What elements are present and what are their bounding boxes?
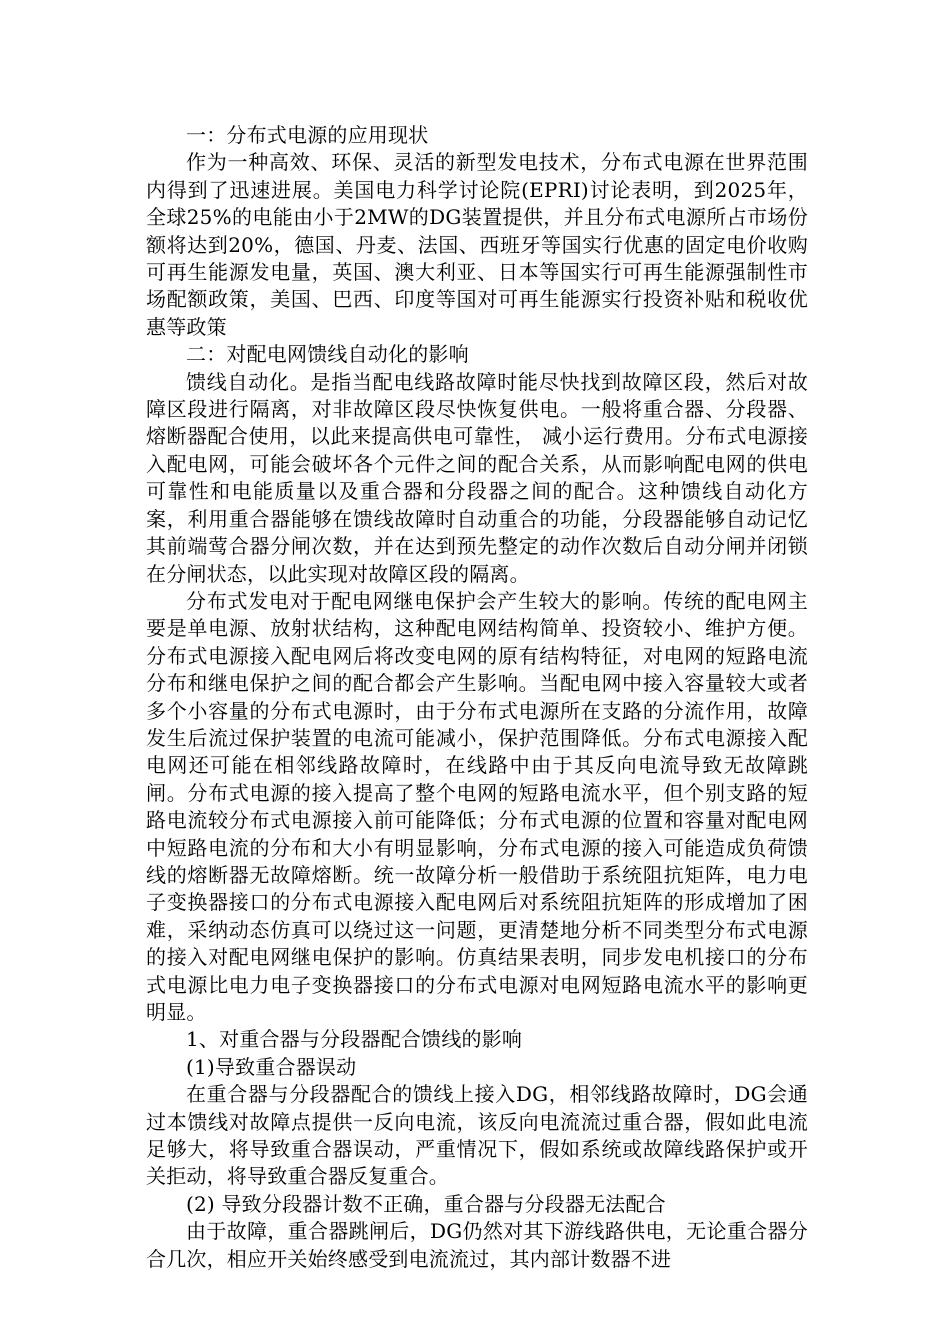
body-paragraph: 馈线自动化。是指当配电线路故障时能尽快找到故障区段，然后对故障区段进行隔离，对非故障区段尽快恢复供电。一般将重合器、分段器、熔断器配合使用，以此来提高供电可靠性， 减小运行费用。分布式电源接入配电网，可能会破坏各个元件之间的配合关系，从而影响配电网的供电可靠性和电能质量以及重合器和分段器之间的配合。这种馈线自动化方案，利用重合器能够在馈线故障时自动重合的功能，分段器能够自动记忆其前端莺合器分闸次数，并在达到预先整定的动作次数后自动分闸并闭锁在分闸状态，以此实现对故障区段的隔离。	[146, 369, 808, 586]
subsection-heading-1: 1、对重合器与分段器配合馈线的影响	[186, 1027, 523, 1052]
section-heading-1: 一：分布式电源的应用现状	[186, 123, 429, 147]
body-paragraph: 在重合器与分段器配合的馈线上接入DG，相邻线路故障时，DG会通过本馈线对故障点提供一反向电流，该反向电流流过重合器，假如此电流足够大，将导致重合器误动，严重情况下，假如系统或故障线路保护或开关拒动，将导致重合器反复重合。	[146, 1082, 808, 1189]
body-paragraph: 分布式发电对于配电网继电保护会产生较大的影响。传统的配电网主要是单电源、放射状结构，这种配电网结构简单、投资较小、维护方便。分布式电源接入配电网后将改变电网的原有结构特征，对电网的短路电流分布和继电保护之间的配合都会产生影响。当配电网中接入容量较大或者多个小容量的分布式电源时，由于分布式电源所在支路的分流作用，故障发生后流过保护装置的电流可能减小，保护范围降低。分布式电源接入配电网还可能在相邻线路故障时，在线路中由于其反向电流导致无故障跳闸。分布式电源的接入提高了整个电网的短路电流水平，但个别支路的短路电流较分布式电源接入前可能降低；分布式电源的位置和容量对配电网中短路电流的分布和大小有明显影响，分布式电源的接入可能造成负荷馈线的熔断器无故障熔断。统一故障分析一般借助于系统阻抗矩阵，电力电子变换器接口的分布式电源接入配电网后对系统阻抗矩阵的形成增加了困难，采纳动态仿真可以绕过这一问题，更清楚地分析不同类型分布式电源的接入对配电网继电保护的影响。仿真结果表明，同步发电机接口的分布式电源比电力电子变换器接口的分布式电源对电网短路电流水平的影响更明显。	[146, 588, 808, 1024]
section-heading-2: 二：对配电网馈线自动化的影响	[186, 342, 469, 367]
subsection-item-1: (1)导致重合器误动	[186, 1054, 357, 1079]
body-paragraph: 由于故障，重合器跳闸后，DG仍然对其下游线路供电，无论重合器分合几次，相应开关始终感受到电流流过，其内部计数器不进	[146, 1219, 808, 1271]
subsection-item-2: (2) 导致分段器计数不正确，重合器与分段器无法配合	[186, 1191, 666, 1216]
body-paragraph: 作为一种高效、环保、灵活的新型发电技术，分布式电源在世界范围内得到了迅速进展。美国电力科学讨论院(EPRI)讨论表明，到2025年，全球25%的电能由小于2MW的DG装置提供，并且分布式电源所占市场份额将达到20%，德国、丹麦、法国、西班牙等国实行优惠的固定电价收购可再生能源发电量，英国、澳大利亚、日本等国实行可再生能源强制性市场配额政策，美国、巴西、印度等国对可再生能源实行投资补贴和税收优惠等政策	[146, 150, 808, 339]
document-body	[146, 122, 808, 1273]
